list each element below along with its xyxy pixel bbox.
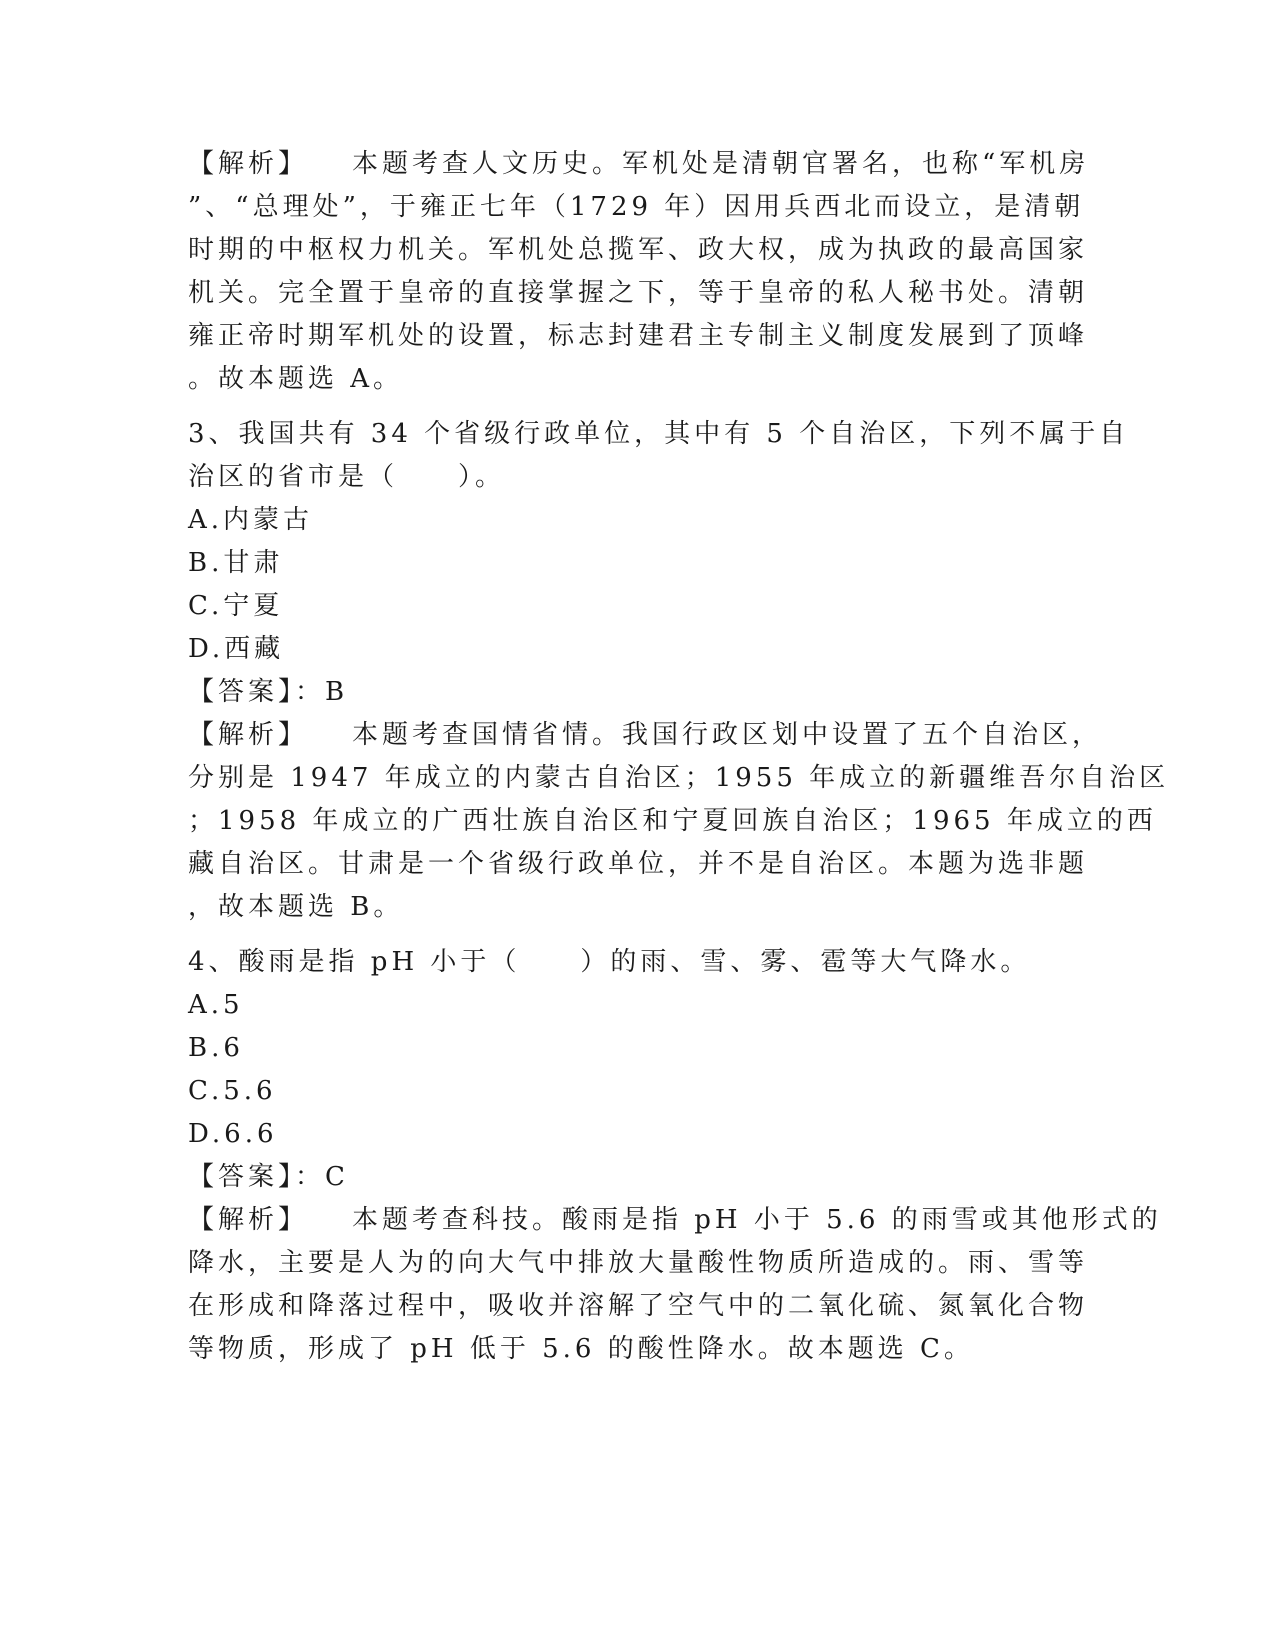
option-b: B.甘肃 (188, 548, 284, 578)
analysis-line: 雍正帝时期军机处的设置，标志封建君主专制主义制度发展到了顶峰 (188, 321, 1089, 351)
analysis-line: 分别是 1947 年成立的内蒙古自治区；1955 年成立的新疆维吾尔自治区 (188, 763, 1170, 793)
answer-line (188, 671, 1088, 714)
analysis-line: 【解析】 本题考查科技。酸雨是指 pH 小于 5.6 的雨雪或其他形式的 (188, 1205, 1162, 1235)
analysis-line: ”、“总理处”，于雍正七年（1729 年）因用兵西北而设立，是清朝 (188, 192, 1085, 222)
analysis-line: 【解析】 本题考查国情省情。我国行政区划中设置了五个自治区， (188, 720, 1103, 750)
analysis-line: 藏自治区。甘肃是一个省级行政单位，并不是自治区。本题为选非题 (188, 849, 1089, 879)
option-c: C.5.6 (188, 1076, 277, 1106)
analysis-label: 【解析】 (188, 149, 309, 179)
option-d: D.西藏 (188, 634, 285, 664)
analysis-line: ，故本题选 B。 (188, 892, 404, 922)
prev-analysis-block (188, 143, 1088, 401)
question-text: 3、我国共有 34 个省级行政单位，其中有 5 个自治区，下列不属于自 (188, 419, 1130, 449)
option-b: B.6 (188, 1033, 244, 1063)
analysis-line: 【解析】 本题考查人文历史。军机处是清朝官署名，也称“军机房 (188, 149, 1090, 179)
option-a: A.内蒙古 (188, 505, 314, 535)
analysis-line: ；1958 年成立的广西壮族自治区和宁夏回族自治区；1965 年成立的西 (188, 806, 1157, 836)
answer-value: C (325, 1162, 349, 1192)
answer-label: 【答案】： (188, 677, 326, 707)
question-4 (188, 941, 1162, 1371)
option-c: C.宁夏 (188, 591, 284, 621)
question-text: 4、酸雨是指 pH 小于（ ）的雨、雪、雾、雹等大气降水。 (188, 947, 1031, 977)
option-d: D.6.6 (188, 1119, 278, 1149)
analysis-line: 。故本题选 A。 (188, 364, 404, 394)
answer-value: B (325, 677, 349, 707)
analysis-line: 机关。完全置于皇帝的直接掌握之下，等于皇帝的私人秘书处。清朝 (188, 278, 1089, 308)
analysis-label: 【解析】 (188, 1205, 309, 1235)
question-3 (188, 413, 1170, 929)
analysis-line: 等物质，形成了 pH 低于 5.6 的酸性降水。故本题选 C。 (188, 1334, 974, 1364)
analysis-line: 在形成和降落过程中，吸收并溶解了空气中的二氧化硫、氮氧化合物 (188, 1291, 1089, 1321)
analysis-line: 时期的中枢权力机关。军机处总揽军、政大权，成为执政的最高国家 (188, 235, 1089, 265)
answer-line (188, 1156, 1088, 1199)
analysis-line: 降水，主要是人为的向大气中排放大量酸性物质所造成的。雨、雪等 (188, 1248, 1089, 1278)
option-a: A.5 (188, 990, 244, 1020)
document-page (188, 143, 1170, 1371)
answer-label: 【答案】： (188, 1162, 326, 1192)
question-text: 治区的省市是（ ）。 (188, 462, 506, 492)
analysis-label: 【解析】 (188, 720, 309, 750)
